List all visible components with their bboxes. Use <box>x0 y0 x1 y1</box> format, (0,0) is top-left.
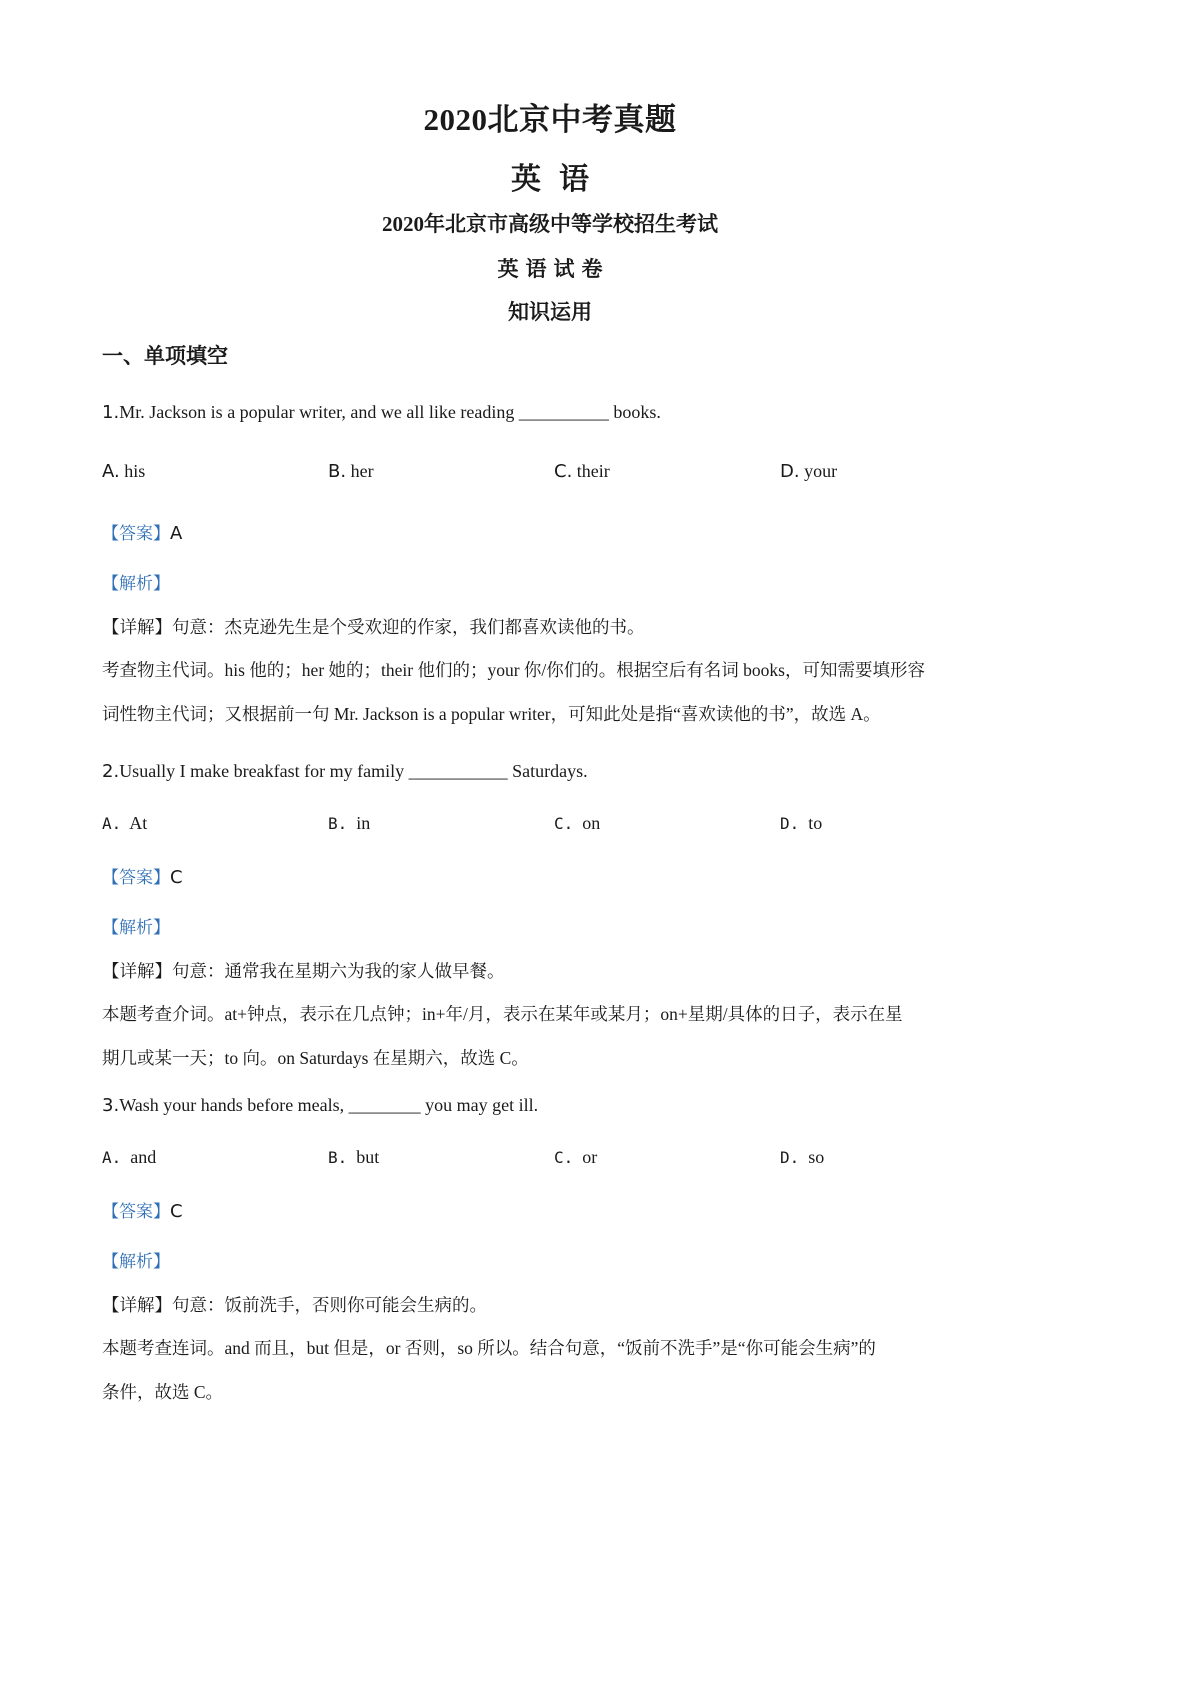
option-text: to <box>799 813 823 833</box>
section-title: 一、单项填空 <box>102 344 228 368</box>
detail-text: 句意：饭前洗手，否则你可能会生病的。 <box>172 1295 487 1315</box>
answer-value: A <box>170 523 183 544</box>
option-letter: B. <box>328 461 347 482</box>
question-number: 3. <box>102 1095 120 1116</box>
option-text: on <box>573 813 601 833</box>
question-text: Wash your hands before meals, ________ you may get ill. <box>119 1095 539 1115</box>
detail-text: 句意：通常我在星期六为我的家人做早餐。 <box>172 961 505 981</box>
option-text: her <box>346 461 374 481</box>
q2-option-b <box>328 813 370 834</box>
q2-explanation-line: 期几或某一天；to 向。on Saturdays 在星期六，故选 C。 <box>102 1048 529 1068</box>
question-number: 1. <box>102 402 120 423</box>
option-text: but <box>347 1147 380 1167</box>
answer-tag: 【答案】 <box>102 868 170 888</box>
q3-analysis-tag: 【解析】 <box>102 1252 170 1272</box>
q1-answer <box>102 519 182 544</box>
option-letter: C. <box>554 461 573 482</box>
question-1-stem <box>102 402 661 423</box>
q1-analysis-tag: 【解析】 <box>102 574 170 594</box>
q1-option-d <box>780 461 837 482</box>
q2-option-a <box>102 813 147 834</box>
option-text: so <box>799 1147 825 1167</box>
option-text: in <box>347 813 371 833</box>
answer-tag: 【答案】 <box>102 524 170 544</box>
option-text: and <box>121 1147 157 1167</box>
q2-option-c <box>554 813 600 834</box>
q3-option-b <box>328 1147 379 1168</box>
option-letter: A. <box>102 1148 122 1167</box>
option-text: his <box>119 461 146 481</box>
part-name: 知识运用 <box>508 300 592 324</box>
main-title: 2020北京中考真题 <box>423 102 677 137</box>
paper-name: 英语试卷 <box>497 257 610 281</box>
option-text: their <box>572 461 610 481</box>
question-text: Mr. Jackson is a popular writer, and we all like reading __________ books. <box>119 402 661 422</box>
option-letter: A. <box>102 814 122 833</box>
q2-detail <box>102 958 505 983</box>
q3-option-a <box>102 1147 156 1168</box>
q3-explanation-line: 条件，故选 C。 <box>102 1382 224 1402</box>
option-text: your <box>799 461 838 481</box>
detail-tag: 【详解】 <box>102 1295 172 1315</box>
question-text: Usually I make breakfast for my family ___________ Saturdays. <box>119 761 588 781</box>
detail-tag: 【详解】 <box>102 617 172 637</box>
q3-explanation-line: 本题考查连词。and 而且，but 但是，or 否则，so 所以。结合句意，“饭前不洗手”是“你可能会生病”的 <box>102 1338 876 1358</box>
option-letter: D. <box>780 1148 800 1167</box>
q3-answer <box>102 1197 183 1222</box>
detail-text: 句意：杰克逊先生是个受欢迎的作家，我们都喜欢读他的书。 <box>172 617 645 637</box>
option-letter: B. <box>328 814 348 833</box>
q2-answer <box>102 863 183 888</box>
q1-explanation-line: 词性物主代词；又根据前一句 Mr. Jackson is a popular writer，可知此处是指“喜欢读他的书”，故选 A。 <box>102 704 881 724</box>
q1-option-a <box>102 461 145 482</box>
q2-option-d <box>780 813 822 834</box>
option-letter: D. <box>780 814 800 833</box>
option-text: or <box>573 1147 598 1167</box>
option-text: At <box>121 813 148 833</box>
q2-analysis-tag: 【解析】 <box>102 918 170 938</box>
option-letter: C. <box>554 1148 574 1167</box>
detail-tag: 【详解】 <box>102 961 172 981</box>
q1-explanation-line: 考查物主代词。his 他的；her 她的；their 他们的；your 你/你们的。根据空后有名词 books，可知需要填形容 <box>102 660 925 680</box>
q3-option-d <box>780 1147 824 1168</box>
answer-value: C <box>170 1201 183 1222</box>
q1-detail <box>102 614 645 639</box>
question-number: 2. <box>102 761 120 782</box>
exam-name: 2020年北京市高级中等学校招生考试 <box>382 212 718 236</box>
option-letter: B. <box>328 1148 348 1167</box>
option-letter: D. <box>780 461 800 482</box>
answer-tag: 【答案】 <box>102 1202 170 1222</box>
question-3-stem <box>102 1095 538 1116</box>
option-letter: C. <box>554 814 574 833</box>
option-letter: A. <box>102 461 120 482</box>
q1-option-c <box>554 461 610 482</box>
question-2-stem <box>102 761 588 782</box>
q3-detail <box>102 1292 487 1317</box>
q1-option-b <box>328 461 374 482</box>
answer-value: C <box>170 867 183 888</box>
subject-title: 英语 <box>511 163 607 196</box>
q3-option-c <box>554 1147 597 1168</box>
q2-explanation-line: 本题考查介词。at+钟点，表示在几点钟；in+年/月，表示在某年或某月；on+星期/具体的日子，表示在星 <box>102 1004 903 1024</box>
